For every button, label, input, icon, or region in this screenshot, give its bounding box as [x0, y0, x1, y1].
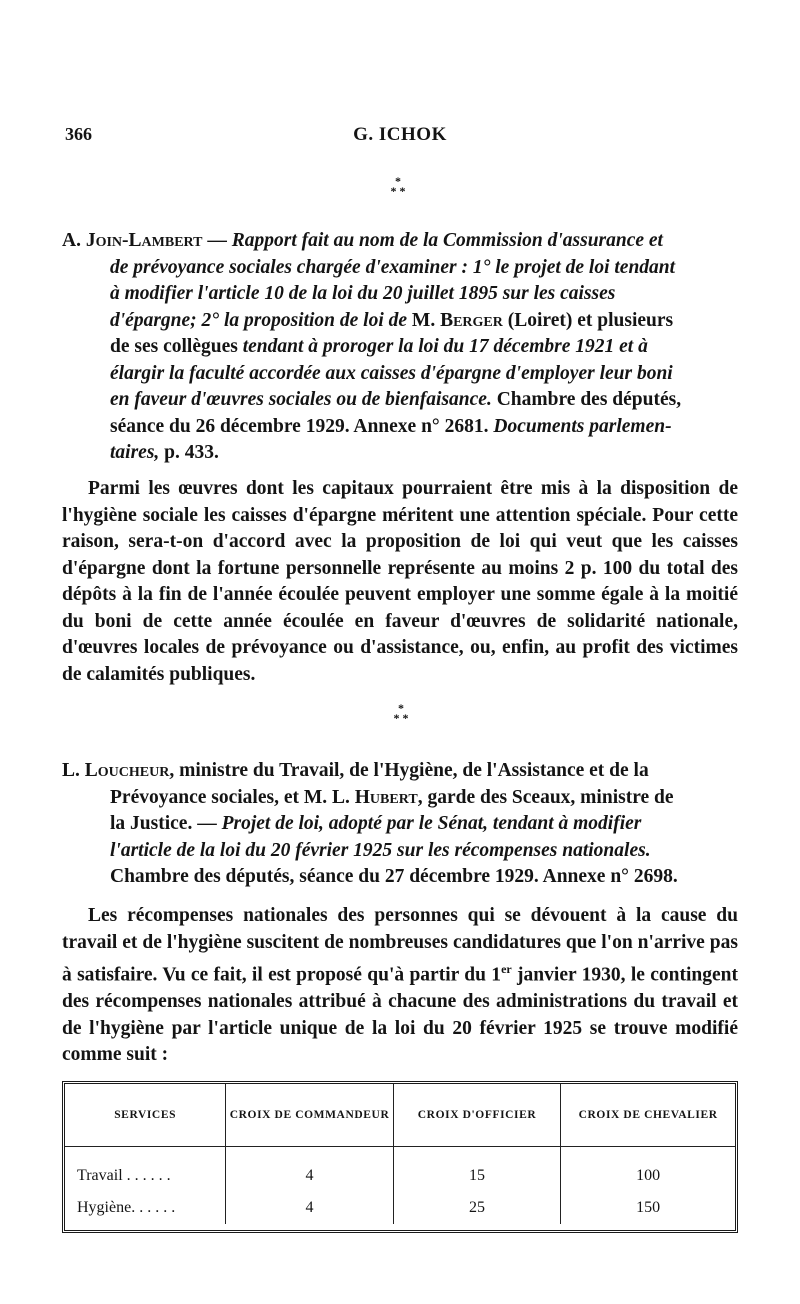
- column-header-officier: CROIX D'OFFICIER: [393, 1084, 561, 1147]
- entry-person-name: Hubert: [354, 786, 418, 808]
- page-header: [65, 124, 735, 148]
- column-header-chevalier: CROIX DE CHEVALIER: [561, 1084, 735, 1147]
- cell-chevalier: 150: [636, 1199, 661, 1216]
- page-number: 366: [65, 124, 92, 144]
- paragraph-caisses-epargne: Parmi les œuvres dont les capitaux pourraient être mis à la disposition de l'hygiène sociale les caisses d'épargne méritent une attention spéciale. Pour cette raison, sera-t-on d'accord avec la proposition de loi qui veut que les caisses d'épargne dont la fortune personnelle représente au moins 2 p. 100 du total des dépôts à la fin de l'année écoulée peuvent employer une somme égale à la moitié du boni de cette année écoulée en faveur d'œuvres de solidarité nationale, d'œuvres locales de prévoyance ou d'assistance, ou, enfin, au profit des victimes de calamités publiques.: [62, 478, 738, 685]
- section-asterism-2: * * *: [393, 701, 409, 725]
- table-header-row: [65, 1084, 735, 1147]
- table-row: [65, 1147, 735, 1193]
- bibliographic-entry-join-lambert: A. Join-Lambert — Rapport fait au nom de la Commission d'assurance et de prévoyance sociales chargée d'examiner : 1° le projet de loi tendant à modifier l'article 10 de la loi du 20 juillet 1895 sur les caisses d'épargne; 2° la proposition de loi de M. Berger (Loiret) et plusieurs de ses collègues tendant à proroger la loi du 17 décembre 1921 et à élargir la faculté accordée aux caisses d'épargne d'employer leur boni en faveur d'œuvres sociales ou de bienfaisance. Chambre des députés, séance du 26 décembre 1929. Annexe n° 2681. Documents parlemen- taires, p. 433.: [62, 230, 682, 463]
- recompenses-table: [62, 1081, 738, 1233]
- entry-person-name: M. Berger: [411, 309, 503, 331]
- running-title: G. ICHOK: [353, 124, 447, 145]
- paragraph-recompenses: Les récompenses nationales des personnes qui se dévouent à la cause du travail et de l'hygiène suscitent de nombreuses candidatures que l'on n'arrive pas à satisfaire. Vu ce fait, il est proposé qu'à partir du 1er janvier 1930, le contingent des récompenses nationales attribué à chacune des administrations du travail et de l'hygiène par l'article unique de la loi du 20 février 1925 se trouve modifié comme suit :: [62, 905, 739, 1065]
- table-row: [65, 1192, 735, 1224]
- cell-officier: 15: [393, 1147, 561, 1193]
- cell-commandeur: 4: [226, 1147, 394, 1193]
- cell-officier: 25: [393, 1192, 561, 1224]
- entry-author: L. Loucheur: [62, 760, 170, 781]
- cell-commandeur: 4: [226, 1192, 394, 1224]
- bibliographic-entry-loucheur: L. Loucheur, ministre du Travail, de l'Hygiène, de l'Assistance et de la Prévoyance sociales, et M. L. Hubert, garde des Sceaux, ministre de la Justice. — Projet de loi, adopté par le Sénat, tendant à modifier l'article de la loi du 20 février 1925 sur les récompenses nationales. Chambre des députés, séance du 27 décembre 1929. Annexe n° 2698.: [62, 760, 678, 887]
- entry-title-line: Rapport fait au nom de la Commission d'assurance et: [231, 230, 663, 251]
- cell-chevalier: 100: [636, 1167, 661, 1184]
- cell-service: Travail . . . . . .: [65, 1147, 226, 1193]
- section-asterism: * * *: [390, 174, 406, 198]
- column-header-services: SERVICES: [65, 1084, 226, 1147]
- cell-service: Hygiène. . . . . .: [65, 1192, 226, 1224]
- column-header-commandeur: CROIX DE COMMANDEUR: [226, 1084, 394, 1147]
- entry-author: A. Join-Lambert: [62, 230, 203, 251]
